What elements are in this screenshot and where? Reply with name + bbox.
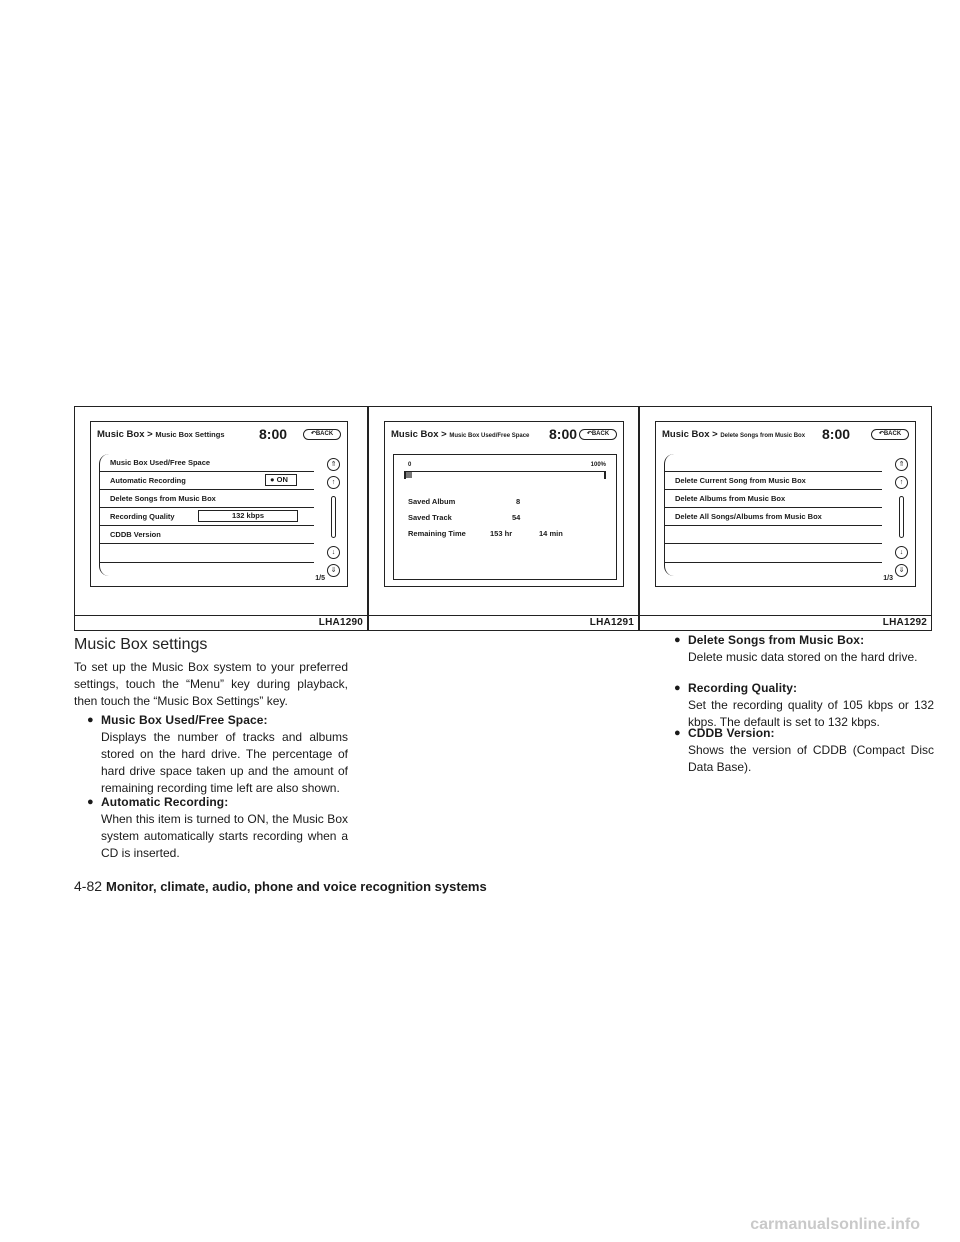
bullet-automatic-recording — [87, 794, 348, 862]
bullet-title: Music Box Used/Free Space: — [101, 713, 268, 727]
page-number: 4-82 — [74, 878, 103, 894]
screen-header — [391, 426, 617, 444]
scroll-up-fast-icon[interactable]: ⇑ — [895, 458, 908, 471]
menu-item-recording-quality[interactable]: Recording Quality — [110, 512, 175, 521]
menu-item-delete-albums[interactable]: Delete Albums from Music Box — [675, 494, 786, 503]
saved-track-label: Saved Track — [408, 513, 452, 522]
screen-header — [97, 426, 341, 444]
bullet-icon: ● — [674, 634, 681, 646]
scrollbar[interactable] — [899, 496, 904, 538]
figure-code: LHA1290 — [318, 617, 363, 628]
page-indicator: 1/5 — [315, 575, 325, 582]
scroll-controls — [895, 458, 909, 576]
bullet-body: Set the recording quality of 105 kbps or 132 kbps. The default is set to 132 kbps. — [688, 698, 934, 729]
bullet-body: When this item is turned to ON, the Music Box system automatically starts recording when a CD is inserted. — [101, 812, 348, 860]
bar-max-label: 100% — [590, 462, 606, 468]
figure-used-free-space — [368, 406, 639, 631]
scroll-down-fast-icon[interactable]: ⇓ — [895, 564, 908, 577]
bullet-cddb-version — [674, 725, 934, 776]
delete-menu — [664, 454, 882, 576]
usage-bar — [404, 471, 606, 479]
screen-header — [662, 426, 909, 444]
back-icon: ↶ — [586, 431, 592, 437]
clock: 8:00 — [549, 426, 578, 442]
intro-paragraph: To set up the Music Box system to your preferred settings, touch the “Menu” key during playback, then touch the “Music Box Settings” key. — [74, 660, 348, 708]
page-footer — [74, 878, 487, 896]
menu-item-delete-current-song[interactable]: Delete Current Song from Music Box — [675, 476, 806, 485]
menu-item-used-free-space[interactable]: Music Box Used/Free Space — [110, 458, 211, 467]
scroll-up-fast-icon[interactable]: ⇑ — [327, 458, 340, 471]
saved-track-value: 54 — [512, 513, 521, 522]
bullet-title: CDDB Version: — [688, 726, 775, 740]
bullet-title: Recording Quality: — [688, 681, 798, 695]
scroll-controls — [327, 458, 341, 576]
menu-item-delete-all[interactable]: Delete All Songs/Albums from Music Box — [675, 512, 822, 521]
menu-item-cddb-version[interactable]: CDDB Version — [110, 530, 161, 539]
usage-panel — [393, 454, 617, 580]
usage-bar-fill — [406, 472, 412, 478]
bullet-icon: ● — [674, 727, 681, 739]
page-indicator: 1/3 — [883, 575, 893, 582]
bullet-icon: ● — [87, 714, 94, 726]
bullet-recording-quality — [674, 680, 934, 731]
footer-section-title: Monitor, climate, audio, phone and voice recognition systems — [106, 879, 487, 894]
screen-used-free-space — [384, 421, 624, 587]
bullet-icon: ● — [87, 796, 94, 808]
screen-title: Music Box > Delete Songs from Music Box — [662, 429, 806, 440]
recording-quality-value[interactable]: 132 kbps — [198, 510, 298, 522]
remaining-minutes: 14 min — [539, 529, 563, 538]
back-button[interactable]: ↶BACK — [303, 429, 341, 440]
screen-title: Music Box > Music Box Settings — [97, 429, 225, 440]
bullet-title: Automatic Recording: — [101, 795, 229, 809]
figure-code: LHA1292 — [882, 617, 927, 628]
settings-menu — [99, 454, 314, 576]
back-icon: ↶ — [310, 431, 316, 437]
saved-album-label: Saved Album — [408, 497, 456, 506]
clock: 8:00 — [259, 426, 288, 442]
back-button[interactable]: ↶BACK — [871, 429, 909, 440]
back-button[interactable]: ↶BACK — [579, 429, 617, 440]
menu-item-automatic-recording[interactable]: Automatic Recording — [110, 476, 186, 485]
watermark: carmanualsonline.info — [750, 1216, 920, 1233]
screen-subtitle: Music Box Used/Free Space — [449, 433, 530, 439]
bullet-icon: ● — [674, 682, 681, 694]
saved-album-value: 8 — [516, 497, 521, 506]
bullet-body: Delete music data stored on the hard drive. — [688, 650, 918, 664]
screen-music-box-settings — [90, 421, 348, 587]
scroll-down-fast-icon[interactable]: ⇓ — [327, 564, 340, 577]
scroll-down-icon[interactable]: ↓ — [327, 546, 340, 559]
menu-item-delete-songs[interactable]: Delete Songs from Music Box — [110, 494, 216, 503]
scroll-up-icon[interactable]: ↑ — [327, 476, 340, 489]
bar-min-label: 0 — [408, 462, 412, 468]
screen-subtitle: Music Box Settings — [155, 430, 225, 439]
remaining-hours: 153 hr — [490, 529, 513, 538]
automatic-recording-toggle[interactable]: ● ON — [265, 474, 297, 486]
figure-music-box-settings — [74, 406, 368, 631]
clock: 8:00 — [822, 426, 851, 442]
screen-delete-songs — [655, 421, 916, 587]
figure-delete-songs — [639, 406, 932, 631]
screen-title: Music Box > Music Box Used/Free Space — [391, 429, 530, 440]
bullet-title: Delete Songs from Music Box: — [688, 633, 865, 647]
screen-subtitle: Delete Songs from Music Box — [720, 433, 806, 439]
bullet-delete-songs — [674, 632, 934, 666]
scroll-up-icon[interactable]: ↑ — [895, 476, 908, 489]
remaining-time-label: Remaining Time — [408, 529, 466, 538]
bullet-used-free-space — [87, 712, 348, 797]
bullet-body: Displays the number of tracks and albums stored on the hard drive. The percentage of hard drive space taken up and the amount of remaining recording time left are also shown. — [101, 730, 348, 795]
figure-code: LHA1291 — [589, 617, 634, 628]
bullet-body: Shows the version of CDDB (Compact Disc Data Base). — [688, 743, 934, 774]
scrollbar[interactable] — [331, 496, 336, 538]
section-heading: Music Box settings — [74, 636, 208, 653]
back-icon: ↶ — [878, 431, 884, 437]
scroll-down-icon[interactable]: ↓ — [895, 546, 908, 559]
